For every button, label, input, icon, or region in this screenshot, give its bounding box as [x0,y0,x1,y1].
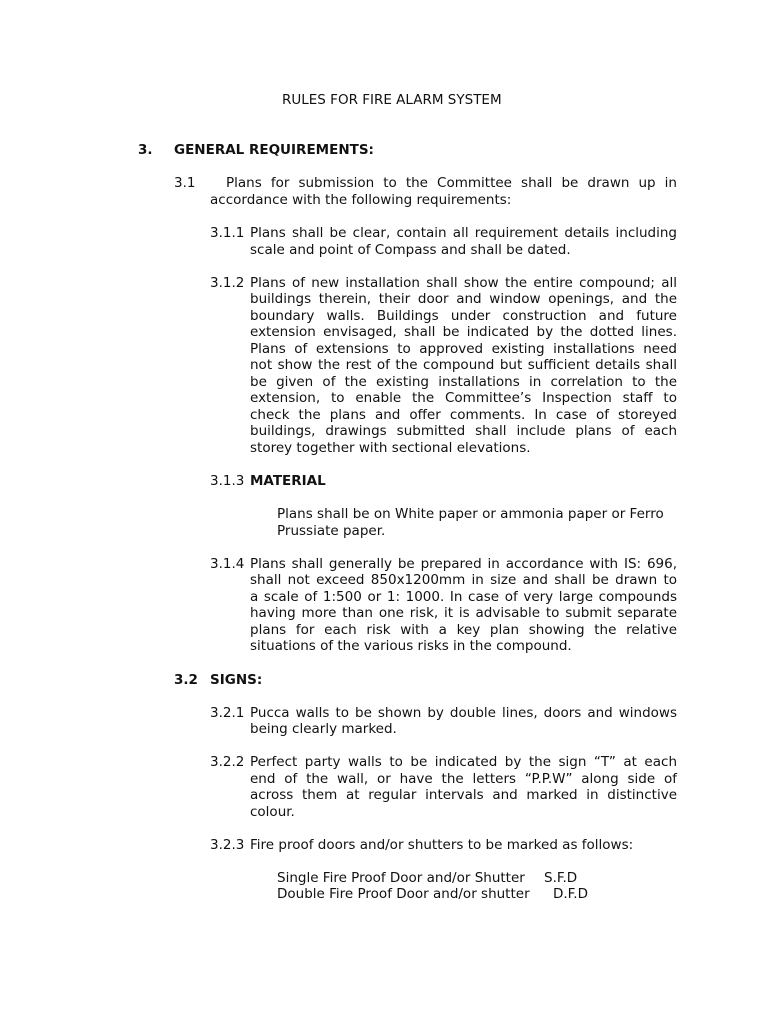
clause-3-2-1-line: being clearly marked. [250,721,397,737]
clause-3-1-2-line: extension, to enable the Committee’s Inspection staff to [250,390,677,406]
clause-3-2-2-line: end of the wall, or have the letters “P.P.W” along side of [250,771,677,787]
clause-3-1-2-line: storey together with sectional elevations. [250,440,531,456]
clause-3-1-number: 3.1 [174,175,196,191]
clause-3-1-2-line: boundary walls. Buildings under construction and future [250,308,677,324]
clause-3-2-2-line: Perfect party walls to be indicated by the sign “T” at each [250,754,677,770]
section-number: 3. [138,142,153,158]
sign-label: Double Fire Proof Door and/or shutter [277,886,530,902]
clause-3-2-2-line: colour. [250,804,295,820]
clause-3-1-2-line: not show the rest of the compound but sufficient details shall [250,357,677,373]
clause-3-1-4-line: plans for each risk with a key plan showing the relative [250,622,677,638]
clause-3-1-2-number: 3.1.2 [210,275,245,291]
clause-3-1-2-line: buildings, drawings submitted shall include plans of each [250,423,677,439]
clause-3-1-3-heading: MATERIAL [250,473,326,489]
section-3-2-number: 3.2 [174,672,198,688]
clause-3-1-4-line: situations of the various risks in the compound. [250,638,572,654]
clause-3-2-3-number: 3.2.3 [210,837,245,853]
clause-3-1-2-line: extension envisaged, shall be indicated by the dotted lines. [250,324,677,340]
document-title: RULES FOR FIRE ALARM SYSTEM [282,92,502,108]
section-heading: GENERAL REQUIREMENTS: [174,142,374,158]
clause-3-1-line: accordance with the following requirements: [210,192,512,208]
clause-3-2-3-text: Fire proof doors and/or shutters to be marked as follows: [250,837,634,853]
clause-3-1-2-line: Plans of new installation shall show the entire compound; all [250,275,677,291]
clause-3-1-4-line: a scale of 1:500 or 1: 1000. In case of very large compounds [250,589,677,605]
clause-3-2-2-line: across them at regular intervals and marked in distinctive [250,787,677,803]
clause-3-1-2-line: Plans of extensions to approved existing installations need [250,341,677,357]
sign-code: D.F.D [553,886,588,902]
clause-3-1-1-number: 3.1.1 [210,225,245,241]
sign-code: S.F.D [544,870,578,886]
clause-3-1-2-line: be given of the existing installations in correlation to the [250,374,677,390]
clause-3-1-4-line: Plans shall generally be prepared in accordance with IS: 696, [250,556,677,572]
clause-3-1-3-number: 3.1.3 [210,473,245,489]
clause-3-1-3-line: Prussiate paper. [277,523,386,539]
clause-3-1-4-line: having more than one risk, it is advisable to submit separate [250,605,677,621]
clause-3-1-2-line: buildings therein, their door and window openings, and the [250,291,677,307]
clause-3-1-4-number: 3.1.4 [210,556,245,572]
clause-3-2-1-line: Pucca walls to be shown by double lines, doors and windows [250,705,677,721]
clause-3-1-1-line: scale and point of Compass and shall be dated. [250,242,571,258]
clause-3-1-line: Plans for submission to the Committee shall be drawn up in [226,175,677,191]
clause-3-1-1-line: Plans shall be clear, contain all requirement details including [250,225,677,241]
section-3-2-heading: SIGNS: [210,672,263,688]
clause-3-1-4-line: shall not exceed 850x1200mm in size and shall be drawn to [250,572,677,588]
clause-3-2-2-number: 3.2.2 [210,754,245,770]
clause-3-2-1-number: 3.2.1 [210,705,245,721]
clause-3-1-3-line: Plans shall be on White paper or ammonia paper or Ferro [277,506,664,522]
sign-label: Single Fire Proof Door and/or Shutter [277,870,525,886]
clause-3-1-2-line: check the plans and offer comments. In case of storeyed [250,407,677,423]
